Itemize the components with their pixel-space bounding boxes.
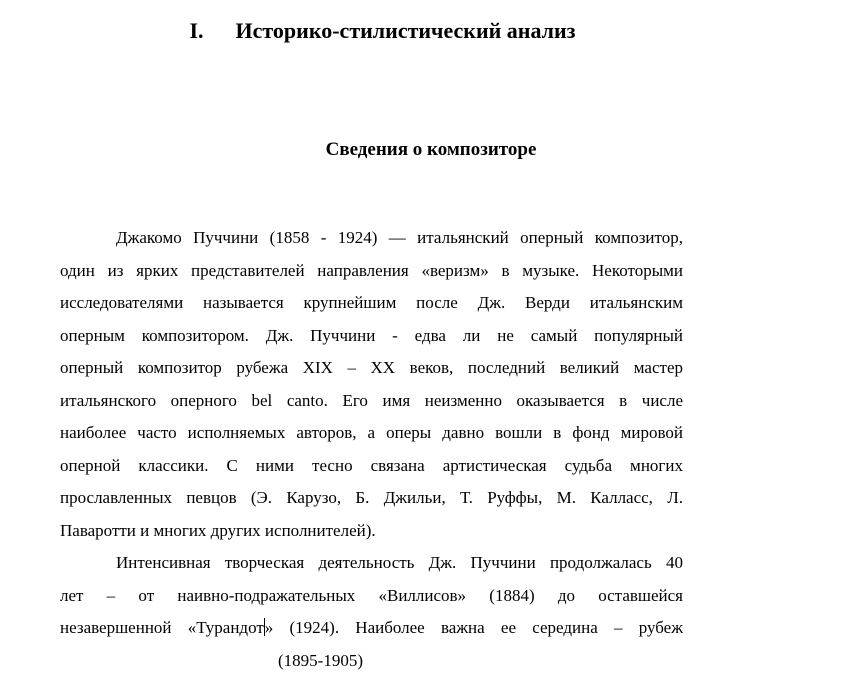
text-line: исследователями называется крупнейшим после Дж. Верди итальянским bbox=[60, 287, 683, 320]
chapter-number: I. bbox=[189, 17, 203, 45]
text-line: прославленных певцов (Э. Карузо, Б. Джильи, Т. Руффы, М. Калласс, Л. bbox=[60, 482, 683, 515]
chapter-heading bbox=[0, 17, 765, 45]
text-line: оперным композитором. Дж. Пуччини - едва ли не самый популярный bbox=[60, 320, 683, 353]
text-line: Паваротти и многих других исполнителей). bbox=[60, 515, 683, 548]
text-line: наиболее часто исполняемых авторов, а оперы давно вошли в фонд мировой bbox=[60, 417, 683, 450]
document-body[interactable] bbox=[60, 222, 683, 677]
text-before-cursor: незавершенной «Турандот bbox=[60, 618, 264, 637]
text-line: оперной классики. С ними тесно связана артистическая судьба многих bbox=[60, 450, 683, 483]
paragraph-2 bbox=[60, 547, 683, 677]
text-line: один из ярких представителей направления «веризм» в музыке. Некоторыми bbox=[60, 255, 683, 288]
text-line: лет – от наивно-подражательных «Виллисов» (1884) до оставшейся bbox=[60, 580, 683, 613]
paragraph-1 bbox=[60, 222, 683, 547]
text-line-cut-off: (1895-1905) bbox=[60, 645, 683, 677]
section-heading: Сведения о композиторе bbox=[0, 137, 862, 163]
chapter-title: Историко-стилистический анализ bbox=[236, 18, 576, 43]
text-after-cursor: » (1924). Наиболее важна ее середина – рубеж bbox=[265, 618, 683, 637]
text-line: итальянского оперного bel canto. Его имя неизменно оказывается в числе bbox=[60, 385, 683, 418]
text-line-with-cursor bbox=[60, 612, 683, 645]
text-line: Джакомо Пуччини (1858 - 1924) — итальянский оперный композитор, bbox=[60, 222, 683, 255]
text-line: Интенсивная творческая деятельность Дж. Пуччини продолжалась 40 bbox=[60, 547, 683, 580]
text-line: оперный композитор рубежа XIX – XX веков, последний великий мастер bbox=[60, 352, 683, 385]
